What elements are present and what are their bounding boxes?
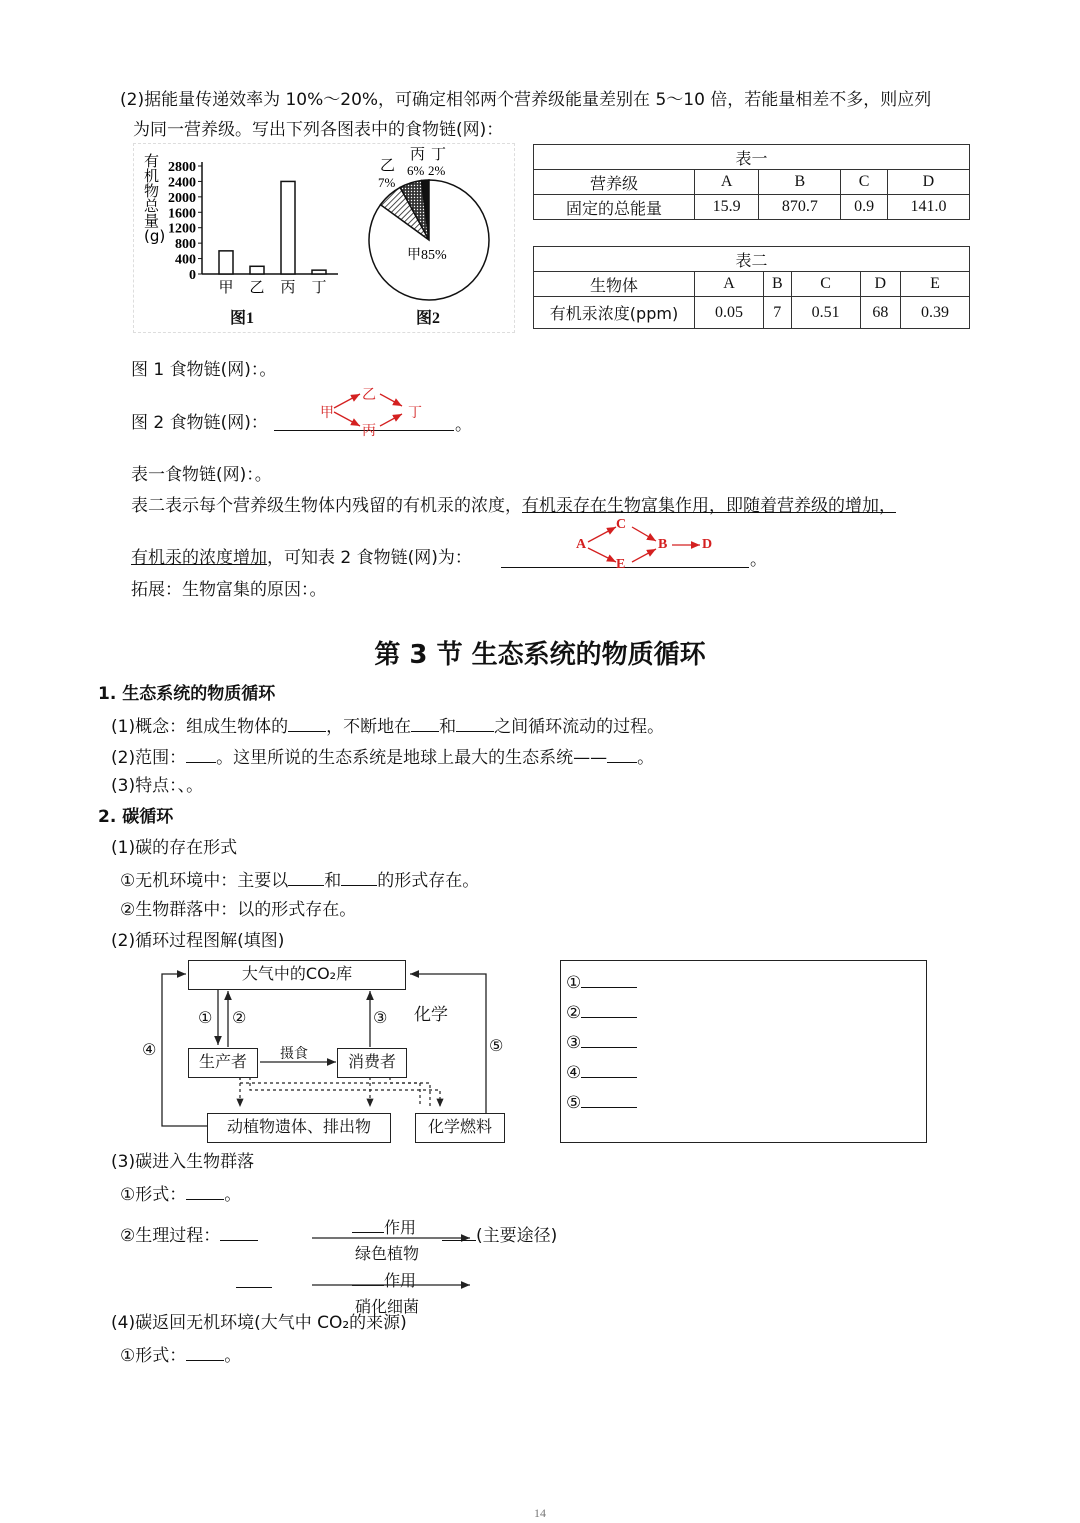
y-tick-label: 2400 <box>168 175 196 191</box>
y-tick-label: 2000 <box>168 190 196 206</box>
table1-header-cell: C <box>841 170 888 195</box>
page-number: 14 <box>534 1506 546 1520</box>
table2-cell: 0.51 <box>791 297 860 329</box>
bar <box>250 266 264 274</box>
blank[interactable] <box>186 1342 224 1361</box>
answer-table2-underlined: 有机汞存在生物富集作用，即随着营养级的增加， <box>522 496 896 516</box>
x-tick-label: 丙 <box>280 278 296 296</box>
x-tick-label: 甲 <box>218 278 234 296</box>
y-axis-label-char: 总 <box>144 197 160 215</box>
zuoyong-label: 作用 <box>384 1271 417 1290</box>
main-route-line <box>442 1222 557 1248</box>
y-axis-label-char: 物 <box>144 182 160 200</box>
table-2 <box>533 246 970 329</box>
y-tick-label: 400 <box>175 252 196 268</box>
answer-fig2-prefix: 图 2 食物链(网)： <box>131 413 268 433</box>
enter-form-text: ①形式： <box>120 1185 187 1205</box>
table2-cell: 有机汞浓度(ppm) <box>534 297 695 329</box>
table1-header-cell: A <box>695 170 759 195</box>
co2-pool-box <box>188 960 406 990</box>
period: 。 <box>224 1346 242 1366</box>
y-tick-label: 1600 <box>168 206 196 222</box>
fig1-caption: 图1 <box>230 310 255 327</box>
enter-process-line <box>120 1222 258 1248</box>
table1-cell: 固定的总能量 <box>534 195 695 220</box>
table1-header-cell: 营养级 <box>534 170 695 195</box>
zuoyong-label: 作用 <box>384 1218 417 1237</box>
y-tick-label: 2800 <box>168 160 196 175</box>
table2-header-cell: E <box>901 272 970 297</box>
blank[interactable] <box>456 713 494 732</box>
fill-item <box>566 1059 637 1085</box>
pie-label: 2% <box>428 163 446 178</box>
process-arrow-2 <box>310 1279 480 1293</box>
label-1: ① <box>198 1008 213 1027</box>
intro-line-2: 为同一营养级。写出下列各图表中的食物链(网)： <box>133 120 504 140</box>
answer-table2-plain: 表二表示每个营养级生物体内残留的有机汞的浓度， <box>131 496 522 516</box>
return-form-line <box>120 1342 241 1368</box>
y-tick-label: 1200 <box>168 221 196 237</box>
concept-text: ，不断地在 <box>326 717 412 737</box>
table2-header-cell: D <box>860 272 900 297</box>
table-1 <box>533 144 970 220</box>
fig2-node: 丁 <box>408 406 422 421</box>
blank[interactable] <box>607 744 637 763</box>
remains-label: 动植物遗体、排出物 <box>226 1117 371 1136</box>
answer-table2-line2 <box>131 546 472 570</box>
table2-header-cell: B <box>763 272 791 297</box>
pie-chart-fig2 <box>362 145 502 305</box>
consumer-label: 消费者 <box>347 1052 396 1071</box>
table2-cell: 0.05 <box>695 297 764 329</box>
fill-item <box>566 999 637 1025</box>
scope-text: (2)范围： <box>111 748 187 768</box>
community-line: ②生物群落中：以的形式存在。 <box>120 900 357 920</box>
return-form-text: ①形式： <box>120 1346 187 1366</box>
fig2-node: 丙 <box>362 424 376 439</box>
table2-cell: 0.39 <box>901 297 970 329</box>
fill-number: ① <box>566 973 582 993</box>
bacteria-label: 硝化细菌 <box>355 1297 420 1316</box>
fig2-node: 乙 <box>362 388 376 403</box>
pie-label: 7% <box>378 175 396 190</box>
blank[interactable] <box>288 867 324 886</box>
remains-box <box>207 1113 391 1143</box>
bar <box>312 270 326 274</box>
return-title: (4)碳返回无机环境(大气中 CO₂的来源) <box>111 1313 407 1333</box>
table1-cell: 870.7 <box>759 195 841 220</box>
blank[interactable] <box>581 969 637 988</box>
table1-title: 表一 <box>534 145 970 170</box>
answer-table2-underlined-2: 有机汞的浓度增加 <box>131 548 267 568</box>
y-axis-label-char: 有 <box>144 152 160 170</box>
table2-title: 表二 <box>534 247 970 272</box>
fill-item <box>566 969 637 995</box>
blank[interactable] <box>341 867 377 886</box>
eat-label: 摄食 <box>280 1046 308 1062</box>
table1-header-cell: B <box>759 170 841 195</box>
fill-item <box>566 1089 637 1115</box>
chem-label: 化学 <box>414 1005 448 1025</box>
x-tick-label: 乙 <box>249 278 265 296</box>
blank[interactable] <box>186 1181 224 1200</box>
table2-node: C <box>616 517 627 532</box>
blank[interactable] <box>442 1222 476 1241</box>
section-title: 第 3 节 生态系统的物质循环 <box>374 640 706 670</box>
table2-node: A <box>576 537 587 552</box>
table2-header-cell: C <box>791 272 860 297</box>
feature-line: (3)特点：、。 <box>111 776 204 796</box>
scope-text: 。 <box>637 748 655 768</box>
answer-fig1: 图 1 食物链(网)：。 <box>131 360 277 380</box>
concept-text: 之间循环流动的过程。 <box>494 717 665 737</box>
fill-number: ② <box>566 1003 582 1023</box>
y-tick-label: 800 <box>175 237 196 253</box>
table2-food-web-arrows <box>572 516 722 572</box>
intro-line-1: (2)据能量传递效率为 10%～20%，可确定相邻两个营养级能量差别在 5～10 倍，若能量相差不多，则应列 <box>120 90 932 110</box>
heading-1: 1. 生态系统的物质循环 <box>98 684 276 704</box>
fuel-label: 化学燃料 <box>427 1117 492 1136</box>
table2-cell: 68 <box>860 297 900 329</box>
table2-node: B <box>658 537 668 552</box>
fill-number: ⑤ <box>566 1093 582 1113</box>
green-plant-label: 绿色植物 <box>355 1244 420 1263</box>
scope-text: 。这里所说的生态系统是地球上最大的生态系统—— <box>216 748 608 768</box>
table1-header-cell: D <box>887 170 969 195</box>
blank[interactable] <box>411 713 439 732</box>
label-3: ③ <box>373 1008 388 1027</box>
answer-extension: 拓展：生物富集的原因：。 <box>131 580 327 600</box>
fuel-box <box>415 1113 505 1143</box>
bar <box>219 251 233 274</box>
table1-cell: 0.9 <box>841 195 888 220</box>
enter-process-text: ②生理过程： <box>120 1226 221 1246</box>
exist-line: (1)碳的存在形式 <box>111 838 238 858</box>
inorganic-text: ①无机环境中：主要以 <box>120 871 289 891</box>
label-4: ④ <box>142 1040 157 1059</box>
answer-table2-rest: ，可知表 2 食物链(网)为： <box>267 548 472 568</box>
fill-number: ④ <box>566 1063 582 1083</box>
blank[interactable] <box>581 1089 637 1108</box>
concept-text: (1)概念：组成生物体的 <box>111 717 289 737</box>
bar <box>281 181 295 274</box>
blank[interactable] <box>581 1059 637 1078</box>
y-axis-label-char: 机 <box>144 167 160 185</box>
enter-form-line <box>120 1181 241 1207</box>
consumer-box <box>337 1048 407 1078</box>
blank[interactable] <box>288 713 326 732</box>
table2-node: E <box>616 557 626 572</box>
pie-label: 甲85% <box>407 248 447 263</box>
table2-header-cell: A <box>695 272 764 297</box>
blank[interactable] <box>236 1287 272 1288</box>
inorganic-text: 和 <box>324 871 342 891</box>
table2-header-cell: 生物体 <box>534 272 695 297</box>
scope-line <box>111 744 654 770</box>
enter-title: (3)碳进入生物群落 <box>111 1152 255 1172</box>
table2-cell: 7 <box>763 297 791 329</box>
label-2: ② <box>232 1008 247 1027</box>
heading-2: 2. 碳循环 <box>98 807 174 827</box>
y-axis-label-char: 量 <box>144 212 160 230</box>
producer-box <box>188 1048 258 1078</box>
fill-number: ③ <box>566 1033 582 1053</box>
co2-pool-label: 大气中的CO₂库 <box>241 964 353 983</box>
inorganic-text: 的形式存在。 <box>377 871 480 891</box>
answer-table2-line1 <box>131 494 896 518</box>
blank[interactable] <box>581 999 637 1018</box>
concept-text: 和 <box>439 717 457 737</box>
table1-cell: 141.0 <box>887 195 969 220</box>
fig2-node: 甲 <box>320 406 334 421</box>
bar-chart-fig1 <box>140 150 355 330</box>
producer-label: 生产者 <box>198 1052 247 1071</box>
pie-label: 丙 <box>410 147 426 163</box>
answer-table1: 表一食物链(网)：。 <box>131 465 272 485</box>
blank[interactable] <box>186 744 216 763</box>
answer-table2-period: 。 <box>750 550 767 570</box>
main-route-text: (主要途径) <box>476 1226 558 1246</box>
blank[interactable] <box>581 1029 637 1048</box>
answer-fig2-period: 。 <box>455 415 472 435</box>
x-tick-label: 丁 <box>311 278 327 296</box>
table1-cell: 15.9 <box>695 195 759 220</box>
diagram-title: (2)循环过程图解(填图) <box>111 931 285 951</box>
period: 。 <box>224 1185 242 1205</box>
fig2-caption: 图2 <box>416 310 441 327</box>
y-tick-label: 0 <box>189 268 196 283</box>
table2-node: D <box>702 537 713 552</box>
pie-label: 6% <box>407 163 425 178</box>
concept-line <box>111 713 664 739</box>
inorganic-line <box>120 867 479 893</box>
blank[interactable] <box>220 1222 258 1241</box>
label-5: ⑤ <box>489 1036 504 1055</box>
fill-item <box>566 1029 637 1055</box>
pie-label: 乙 <box>380 158 396 174</box>
blank[interactable] <box>352 1216 384 1233</box>
y-axis-label-char: (g) <box>144 227 166 245</box>
pie-label: 丁 <box>431 147 447 163</box>
